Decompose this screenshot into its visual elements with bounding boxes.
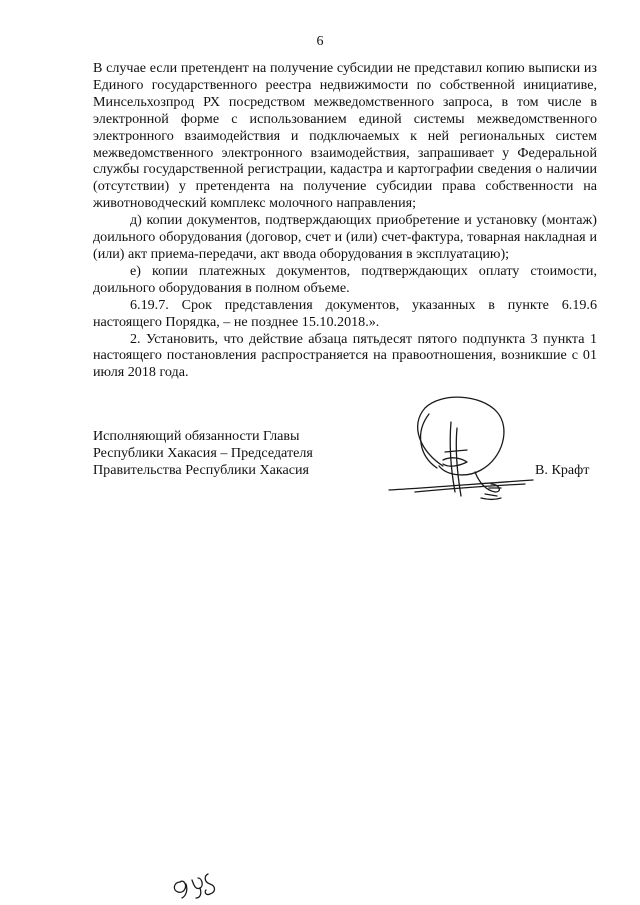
paragraph-clause-2: 2. Установить, что действие абзаца пятьдесят пятого подпункта 3 пункта 1 настоящего постановления распространяется на правоотношения, возникшие с 01 июля 2018 года.: [93, 330, 597, 381]
paragraph-egrn-request: В случае если претендент на получение субсидии не представил копию выписки из Единого государственного реестра недвижимости по собственной инициативе, Минсельхозпрод РХ посредством межведомственного запроса, в том числе в электронной форме с использованием единой системы межведомственного электронного взаимодействия и подключаемых к ней региональных систем межведомственного электронного взаимодействия, запрашивает у Федеральной службы государственной регистрации, кадастра и картографии сведения о наличии (отсутствии) у претендента на получение субсидии права собственности на животноводческий комплекс молочного направления;: [93, 60, 597, 212]
paragraph-6-19-7: 6.19.7. Срок представления документов, указанных в пункте 6.19.6 настоящего Порядка, – не позднее 15.10.2018.».: [93, 296, 597, 330]
paragraph-item-e: е) копии платежных документов, подтверждающих оплату стоимости, доильного оборудования в полном объеме.: [93, 262, 597, 296]
signatory-line-2: Республики Хакасия – Председателя: [93, 445, 313, 461]
document-body: [93, 60, 597, 381]
page-number: 6: [316, 34, 324, 49]
signer-name: В. Крафт: [535, 462, 590, 478]
signatory-line-3: Правительства Республики Хакасия: [93, 462, 310, 478]
handwritten-initials-icon: [170, 868, 230, 900]
handwritten-signature-icon: [385, 392, 535, 507]
signatory-line-1: Исполняющий обязанности Главы: [93, 428, 300, 444]
paragraph-item-d: д) копии документов, подтверждающих приобретение и установку (монтаж) доильного оборудования (договор, счет и (или) счет-фактура, товарная накладная и (или) акт приема-передачи, акт ввода оборудования в эксплуатацию);: [93, 212, 597, 262]
signatory-title: [93, 428, 353, 479]
